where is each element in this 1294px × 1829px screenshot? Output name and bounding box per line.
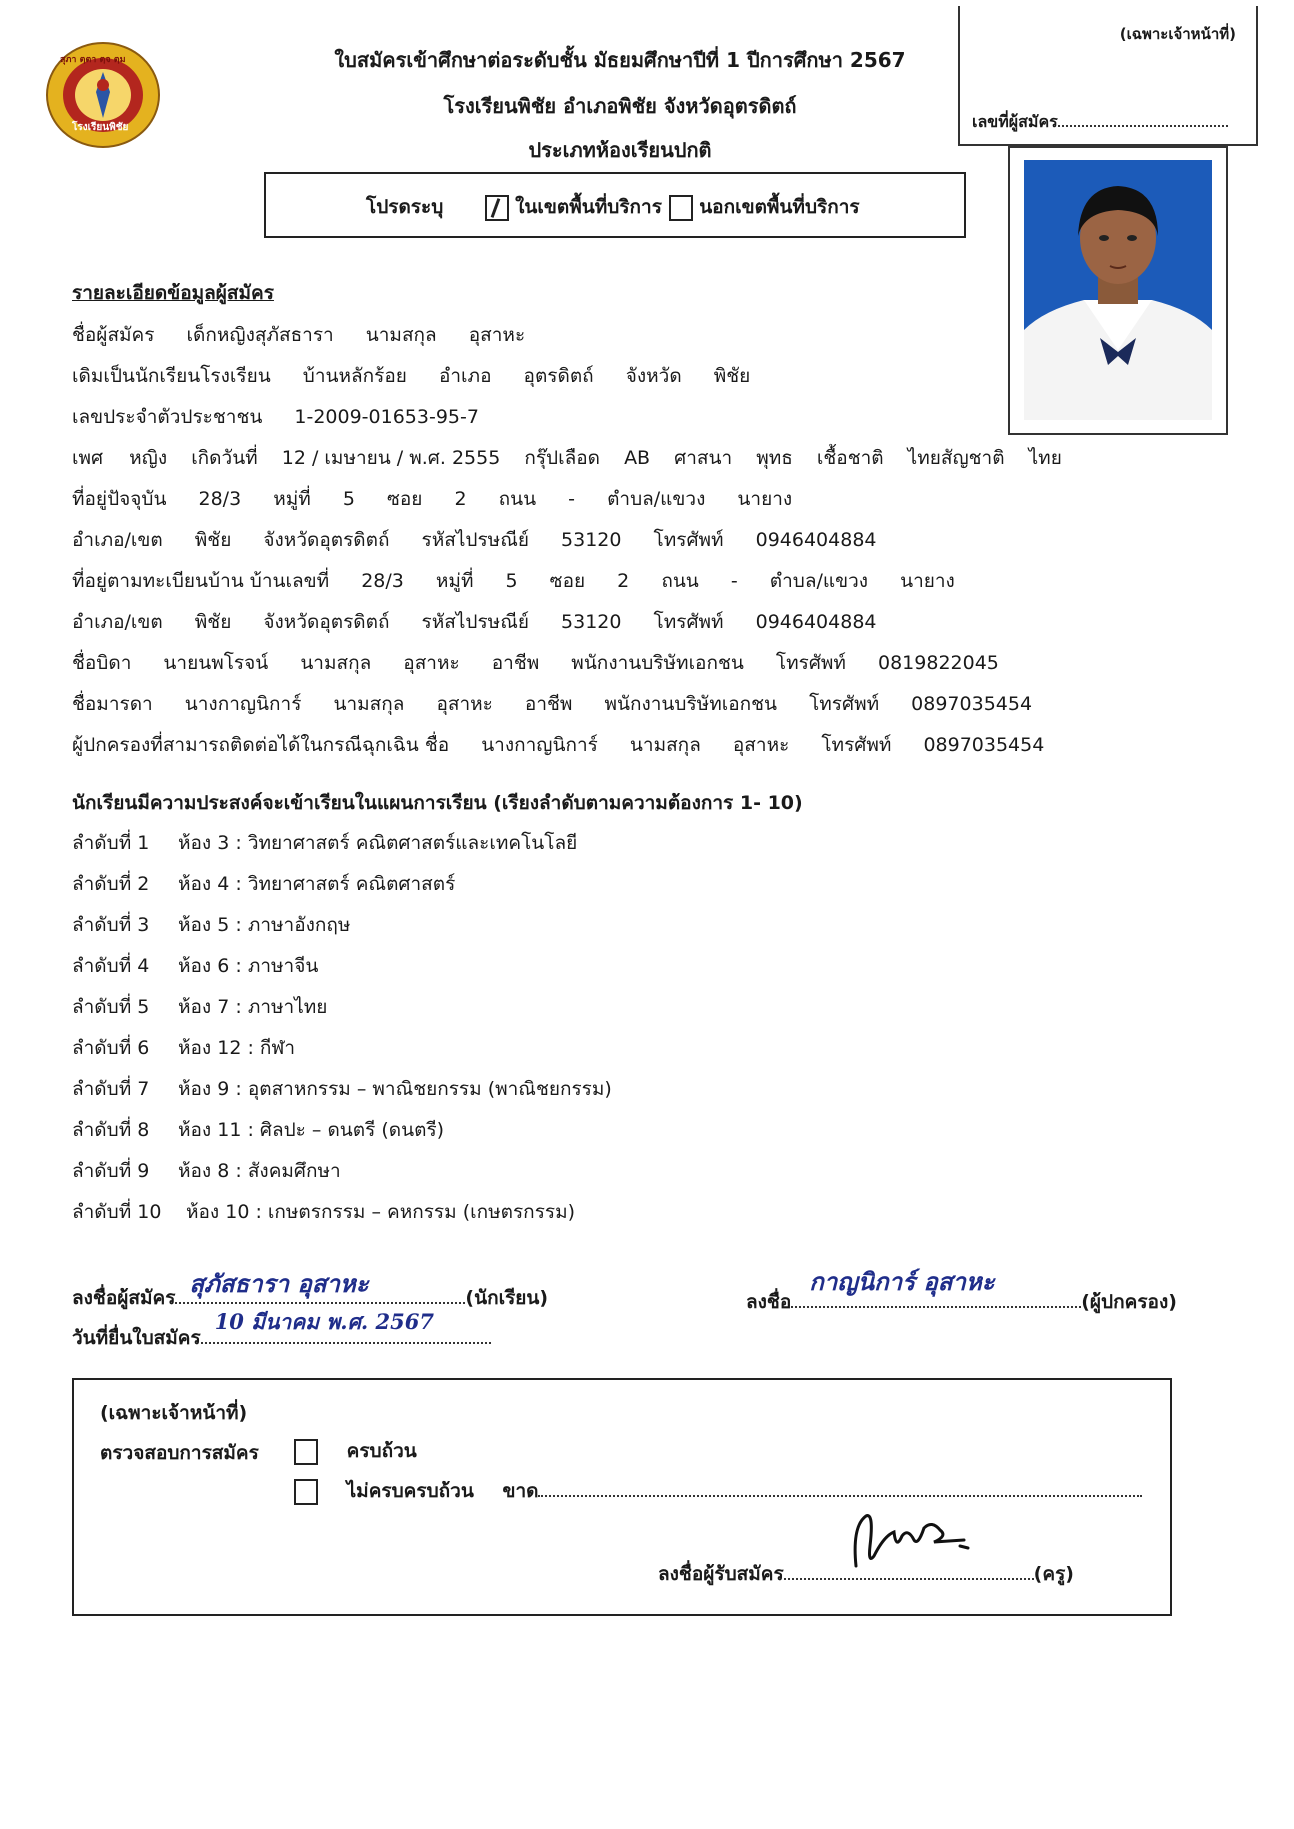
cur-province-label: จังหวัดอุตรดิตถ์ <box>263 529 390 551</box>
blood-label: กรุ๊ปเลือด <box>524 447 601 469</box>
race-value: ไทย <box>907 447 941 469</box>
plan-item <box>72 1033 295 1063</box>
reg-phone: 0946404884 <box>755 611 877 633</box>
row-registered-address-2 <box>72 607 903 637</box>
title-line3: ประเภทห้องเรียนปกติ <box>528 138 712 162</box>
reg-phone-label: โทรศัพท์ <box>653 611 724 633</box>
receiver-row <box>658 1556 1074 1589</box>
guardian-sign-field[interactable] <box>791 1267 1081 1308</box>
applicant-no-text: เลขที่ผู้สมัคร <box>972 112 1058 131</box>
cur-postal: 53120 <box>561 529 622 551</box>
plan-room: ห้อง 9 : อุตสาหกรรม – พาณิชยกรรม (พาณิชยกรรม) <box>178 1078 612 1100</box>
blood-value: AB <box>624 447 651 469</box>
plan-room: ห้อง 11 : ศิลปะ – ดนตรี (ดนตรี) <box>178 1119 445 1141</box>
area-in-checkbox[interactable] <box>485 195 509 221</box>
plan-room: ห้อง 6 : ภาษาจีน <box>178 955 319 977</box>
plan-room: ห้อง 3 : วิทยาศาสตร์ คณิตศาสตร์และเทคโนโลยี <box>178 832 578 854</box>
guardian-signature: กาญนิการ์ อุสาหะ <box>809 1267 995 1296</box>
father-surname: อุสาหะ <box>403 652 460 674</box>
father-label: ชื่อบิดา <box>72 652 132 674</box>
plan-item <box>72 1074 612 1104</box>
cur-tambon-label: ตำบล/แขวง <box>607 488 706 510</box>
prev-district-value: อุตรดิตถ์ <box>523 365 594 387</box>
guardian-phone-label: โทรศัพท์ <box>821 734 892 756</box>
reg-road-label: ถนน <box>661 570 699 592</box>
cur-phone: 0946404884 <box>755 529 877 551</box>
name-label: ชื่อผู้สมัคร <box>72 324 155 346</box>
title-line2: โรงเรียนพิชัย อำเภอพิชัย จังหวัดอุตรดิตถ์ <box>443 94 797 118</box>
area-row <box>366 192 860 222</box>
cur-tambon: นายาง <box>737 488 793 510</box>
reg-moo: 5 <box>505 570 518 592</box>
guardian-surname: อุสาหะ <box>732 734 790 756</box>
reg-tambon: นายาง <box>900 570 955 592</box>
cur-road: - <box>568 488 576 510</box>
reg-postal: 53120 <box>561 611 622 633</box>
cur-address-label: ที่อยู่ปัจจุบัน <box>72 488 167 510</box>
date-row <box>72 1309 491 1353</box>
official-only-label: (เฉพาะเจ้าหน้าที่) <box>1119 25 1236 43</box>
reg-postal-label: รหัสไปรษณีย์ <box>421 611 529 633</box>
plan-rank: ลำดับที่ 5 <box>72 996 150 1018</box>
plan-item <box>72 828 577 858</box>
plan-rank: ลำดับที่ 9 <box>72 1160 150 1182</box>
plan-rank: ลำดับที่ 8 <box>72 1119 150 1141</box>
reg-tambon-label: ตำบล/แขวง <box>769 570 869 592</box>
id-value: 1-2009-01653-95-7 <box>294 406 479 428</box>
section-title: รายละเอียดข้อมูลผู้สมัคร <box>72 282 274 304</box>
mother-surname-label: นามสกุล <box>333 693 405 715</box>
plan-rank: ลำดับที่ 4 <box>72 955 150 977</box>
plan-rank: ลำดับที่ 6 <box>72 1037 150 1059</box>
mother-job: พนักงานบริษัทเอกชน <box>604 693 778 715</box>
dob-value: 12 / เมษายน / พ.ศ. 2555 <box>281 447 501 469</box>
plan-rank: ลำดับที่ 10 <box>72 1201 162 1223</box>
reg-amphoe-label: อำเภอ/เขต <box>72 611 163 633</box>
cur-soi: 2 <box>454 488 467 510</box>
plan-rank: ลำดับที่ 3 <box>72 914 150 936</box>
cur-road-label: ถนน <box>498 488 537 510</box>
religion-value: พุทธ <box>756 447 793 469</box>
plan-item <box>72 869 455 899</box>
area-label: โปรดระบุ <box>366 196 444 218</box>
prev-district-label: อำเภอ <box>438 365 492 387</box>
reg-moo-label: หมู่ที่ <box>435 570 474 592</box>
plan-room: ห้อง 10 : เกษตรกรรม – คหกรรม (เกษตรกรรม) <box>186 1201 576 1223</box>
prev-school-label: เดิมเป็นนักเรียนโรงเรียน <box>72 365 271 387</box>
applicant-photo-frame <box>1008 146 1228 435</box>
incomplete-row <box>294 1476 1142 1506</box>
applicant-sign-label: ลงชื่อผู้สมัคร <box>72 1287 176 1309</box>
mother-surname: อุสาหะ <box>436 693 493 715</box>
plan-rank: ลำดับที่ 2 <box>72 873 150 895</box>
sex-label: เพศ <box>72 447 104 469</box>
religion-label: ศาสนา <box>674 447 733 469</box>
sex-value: หญิง <box>129 447 168 469</box>
area-in-label: ในเขตพื้นที่บริการ <box>515 196 662 218</box>
reg-address-label: ที่อยู่ตามทะเบียนบ้าน บ้านเลขที่ <box>72 570 330 592</box>
row-name <box>72 320 551 350</box>
plan-rank: ลำดับที่ 7 <box>72 1078 150 1100</box>
title-line1: ใบสมัครเข้าศึกษาต่อระดับชั้น มัธยมศึกษาปีที่ 1 ปีการศึกษา 2567 <box>334 48 906 72</box>
row-current-address <box>72 484 818 514</box>
applicant-no-field[interactable] <box>1058 125 1228 127</box>
complete-checkbox[interactable] <box>294 1439 318 1465</box>
father-surname-label: นามสกุล <box>300 652 372 674</box>
official-box-title: (เฉพาะเจ้าหน้าที่) <box>100 1402 248 1424</box>
guardian-name: นางกาญนิการ์ <box>481 734 598 756</box>
plan-room: ห้อง 7 : ภาษาไทย <box>178 996 328 1018</box>
reg-road: - <box>730 570 738 592</box>
plan-title: นักเรียนมีความประสงค์จะเข้าเรียนในแผนการเรียน (เรียงลำดับตามความต้องการ 1- 10) <box>72 792 803 814</box>
plan-item <box>72 910 350 940</box>
cur-postal-label: รหัสไปรษณีย์ <box>421 529 529 551</box>
date-label: วันที่ยื่นใบสมัคร <box>72 1327 201 1349</box>
cur-amphoe: พิชัย <box>194 529 232 551</box>
area-box <box>264 172 966 238</box>
row-current-address-2 <box>72 525 903 555</box>
row-prev-school <box>72 361 776 391</box>
row-id <box>72 402 505 432</box>
row-guardian <box>72 730 1070 760</box>
plan-room: ห้อง 8 : สังคมศึกษา <box>178 1160 341 1182</box>
father-job-label: อาชีพ <box>491 652 540 674</box>
guardian-surname-label: นามสกุล <box>629 734 701 756</box>
cur-house: 28/3 <box>198 488 242 510</box>
prev-school-value: บ้านหลักร้อย <box>302 365 407 387</box>
official-review-box <box>72 1378 1172 1616</box>
receiver-field[interactable] <box>784 1556 1034 1580</box>
reg-province-label: จังหวัดอุตรดิตถ์ <box>263 611 390 633</box>
reg-house: 28/3 <box>361 570 404 592</box>
applicant-no-label <box>972 110 1228 135</box>
prev-province-value: พิชัย <box>713 365 751 387</box>
guardian-label: ผู้ปกครองที่สามารถติดต่อได้ในกรณีฉุกเฉิน ชื่อ <box>72 734 450 756</box>
missing-field[interactable] <box>538 1495 1142 1497</box>
plan-rank: ลำดับที่ 1 <box>72 832 150 854</box>
guardian-phone: 0897035454 <box>923 734 1045 756</box>
complete-label: ครบถ้วน <box>346 1440 417 1462</box>
plan-item <box>72 1115 444 1145</box>
row-mother <box>72 689 1058 719</box>
logo-text-bottom: โรงเรียนพิชัย <box>72 122 129 133</box>
applicant-signature: สุภัสธารา อุสาหะ <box>189 1269 369 1298</box>
applicant-sign-suffix: (นักเรียน) <box>465 1287 549 1309</box>
mother-phone: 0897035454 <box>911 693 1033 715</box>
row-personal <box>72 443 1062 473</box>
reg-soi: 2 <box>617 570 630 592</box>
nationality-value: ไทย <box>1028 447 1062 469</box>
guardian-sign-suffix: (ผู้ปกครอง) <box>1081 1291 1177 1313</box>
receiver-suffix: (ครู) <box>1033 1563 1074 1585</box>
reg-amphoe: พิชัย <box>194 611 232 633</box>
mother-job-label: อาชีพ <box>524 693 573 715</box>
dob-label: เกิดวันที่ <box>191 447 258 469</box>
date-field[interactable] <box>201 1309 491 1344</box>
surname-label: นามสกุล <box>365 324 437 346</box>
incomplete-checkbox[interactable] <box>294 1479 318 1505</box>
check-label: ตรวจสอบการสมัคร <box>100 1442 259 1464</box>
cur-amphoe-label: อำเภอ/เขต <box>72 529 163 551</box>
date-handwritten: 10 มีนาคม พ.ศ. 2567 <box>214 1309 434 1334</box>
father-phone: 0819822045 <box>878 652 999 674</box>
plan-room: ห้อง 4 : วิทยาศาสตร์ คณิตศาสตร์ <box>178 873 456 895</box>
cur-phone-label: โทรศัพท์ <box>653 529 724 551</box>
father-name: นายนพโรจน์ <box>163 652 269 674</box>
applicant-sign-field[interactable] <box>175 1269 465 1304</box>
row-father <box>72 648 1025 678</box>
cur-soi-label: ซอย <box>386 488 423 510</box>
surname-value: อุสาหะ <box>468 324 526 346</box>
area-out-label: นอกเขตพื้นที่บริการ <box>699 196 860 218</box>
plan-item <box>72 992 327 1022</box>
plan-room: ห้อง 12 : กีฬา <box>178 1037 296 1059</box>
applicant-photo <box>1024 160 1212 420</box>
guardian-sign-row <box>746 1267 1177 1317</box>
guardian-sign-label: ลงชื่อ <box>746 1291 792 1313</box>
mother-label: ชื่อมารดา <box>72 693 153 715</box>
missing-label: ขาด <box>502 1480 539 1502</box>
row-registered-address <box>72 566 981 596</box>
nationality-label: สัญชาติ <box>940 447 1005 469</box>
reg-soi-label: ซอย <box>549 570 586 592</box>
receiver-label: ลงชื่อผู้รับสมัคร <box>658 1563 784 1585</box>
logo-text-top: สุภา ตฺตา ตฺจ ตฺม <box>60 55 126 65</box>
plan-room: ห้อง 5 : ภาษาอังกฤษ <box>178 914 351 936</box>
official-number-box <box>958 6 1258 146</box>
complete-row <box>294 1436 417 1466</box>
incomplete-label: ไม่ครบครบถ้วน <box>346 1480 474 1502</box>
cur-moo: 5 <box>342 488 355 510</box>
plan-item <box>72 951 318 981</box>
id-label: เลขประจำตัวประชาชน <box>72 406 263 428</box>
mother-name: นางกาญนิการ์ <box>184 693 302 715</box>
receiver-signature <box>844 1506 994 1576</box>
cur-moo-label: หมู่ที่ <box>273 488 311 510</box>
mother-phone-label: โทรศัพท์ <box>809 693 880 715</box>
race-label: เชื้อชาติ <box>816 447 884 469</box>
father-phone-label: โทรศัพท์ <box>775 652 846 674</box>
father-job: พนักงานบริษัทเอกชน <box>571 652 744 674</box>
name-value: เด็กหญิงสุภัสธารา <box>186 324 334 346</box>
area-out-checkbox[interactable] <box>669 195 693 221</box>
plan-item <box>72 1156 341 1186</box>
plan-item <box>72 1197 575 1227</box>
prev-province-label: จังหวัด <box>625 365 682 387</box>
